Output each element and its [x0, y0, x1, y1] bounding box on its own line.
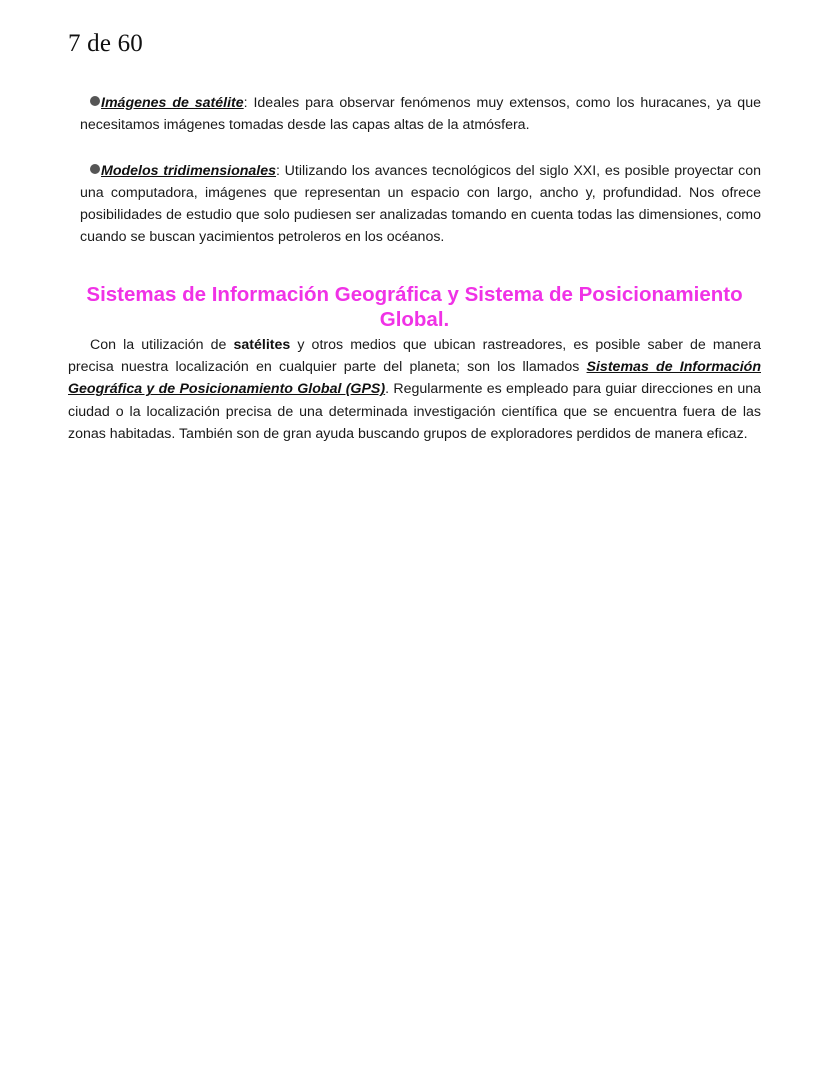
- bold-term: satélites: [233, 336, 291, 353]
- page-content: [68, 92, 761, 445]
- bullet-item-3d-models: [80, 160, 761, 249]
- section-title: Sistemas de Información Geográfica y Sistema de Posicionamiento Global.: [86, 282, 743, 331]
- bullet-item-satellite: [80, 92, 761, 137]
- gps-term: Sistemas de Información Geográfica y de Posicionamiento Global (GPS): [68, 359, 761, 398]
- bullet-dot-icon: [90, 96, 100, 106]
- bullet-dot-icon: [90, 164, 100, 174]
- bullet-term: Imágenes de satélite: [101, 95, 244, 111]
- paragraph-text: y otros medios que ubican rastreadores, es posible saber de manera precisa nuestra localización en cualquier parte del planeta; son los llamados: [68, 336, 761, 376]
- bullet-term: Modelos tridimensionales: [101, 162, 277, 179]
- paragraph-text: . Regularmente es empleado para guiar direcciones en una ciudad o la localización precisa de una determinada investigación científica que se encuentra fuera de las zonas habitadas. También son de gran ayuda buscando grupos de exploradores perdidos de manera eficaz.: [68, 381, 761, 442]
- page-counter: 7 de 60: [68, 30, 143, 57]
- bullet-text: : Ideales para observar fenómenos muy extensos, como los huracanes, ya que necesitamos imágenes tomadas desde las capas altas de la atmósfera.: [80, 95, 761, 134]
- paragraph-text: Con la utilización de: [90, 336, 234, 353]
- bullet-text: : Utilizando los avances tecnológicos del siglo XXI, es posible proyectar con una computadora, imágenes que representan un espacio con largo, ancho y, profundidad. Nos ofrece posibilidades de estudio que solo pudiesen ser analizadas tomando en cuenta todas las dimensiones, como cuando se buscan yacimientos petroleros en los océanos.: [80, 162, 761, 246]
- section-paragraph: [68, 334, 761, 445]
